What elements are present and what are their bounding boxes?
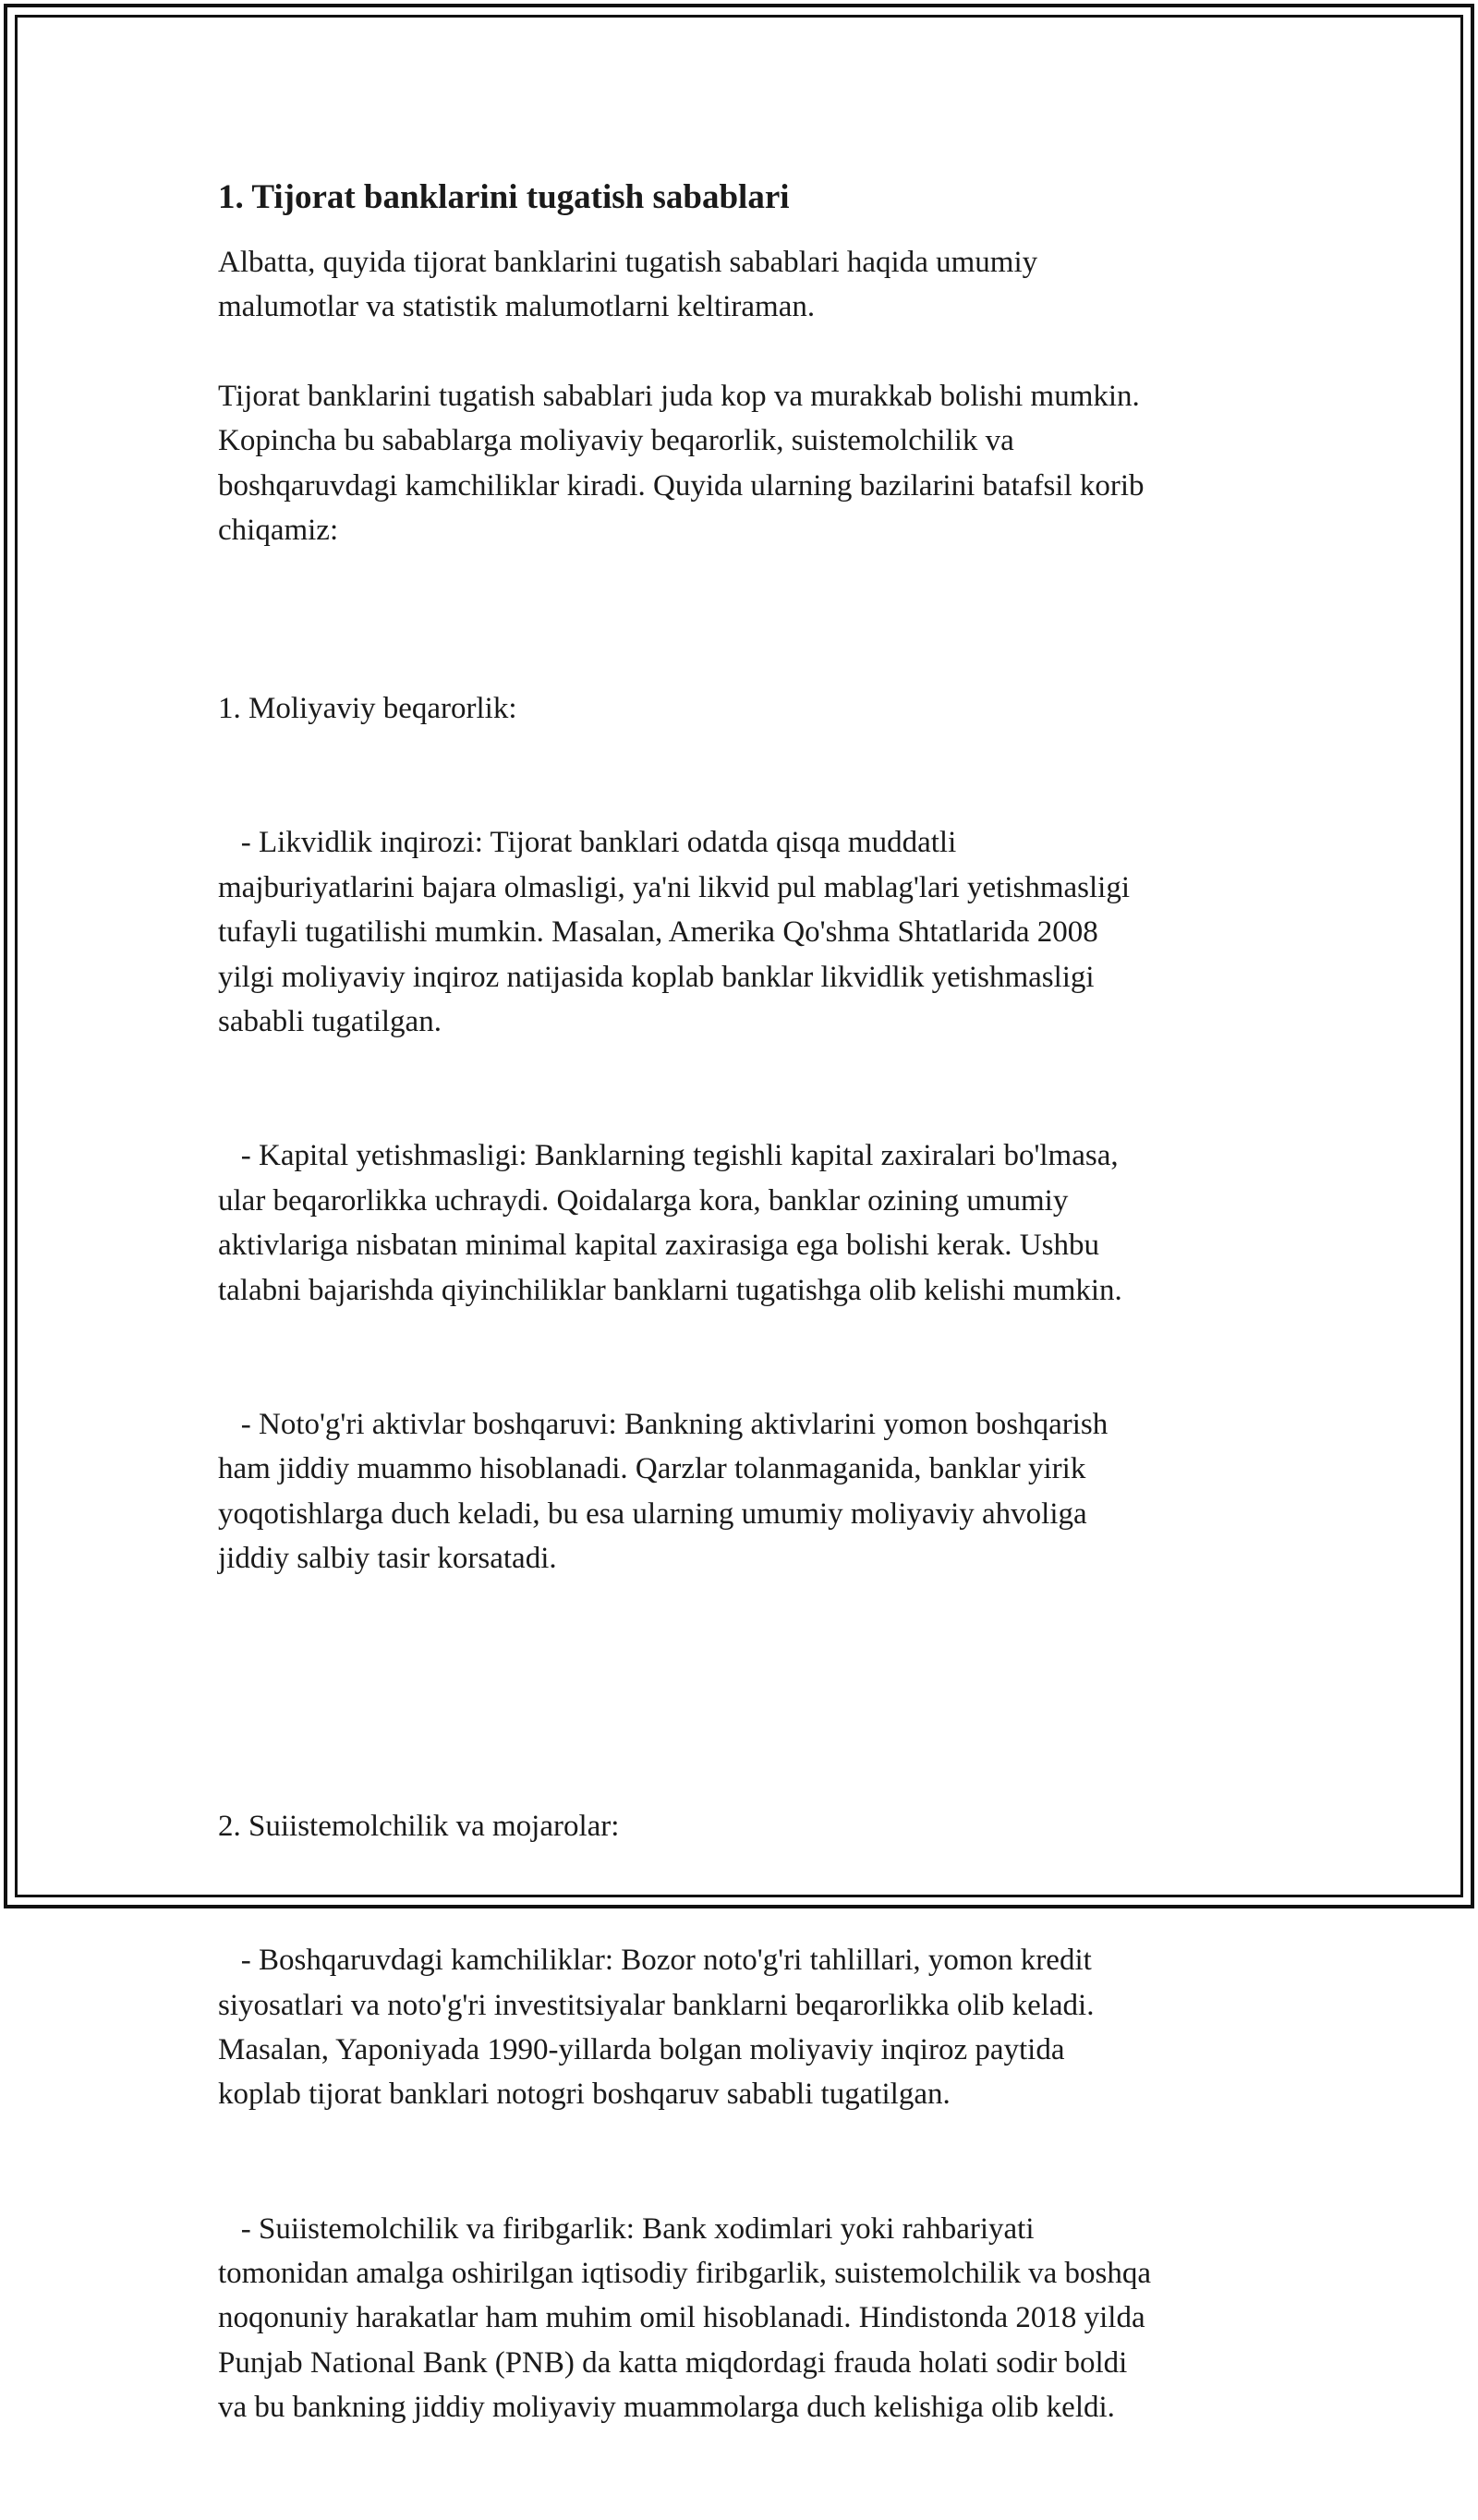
list-item-management-shortcomings: - Boshqaruvdagi kamchiliklar: Bozor noto'g'ri tahlillari, yomon kredit siyosatlari va noto'g'ri investitsiyalar banklarni beqarorlikka olib keladi. Masalan, Yaponiyada 1990-yillarda bolgan moliyaviy inqiroz paytida koplab tijorat banklari notogri boshqaruv sababli tugatilgan.: [218, 1944, 1095, 2112]
list-item-capital-shortage: - Kapital yetishmasligi: Banklarning tegishli kapital zaxiralari bo'lmasa, ular beqarorlikka uchraydi. Qoidalarga kora, banklar ozining umumiy aktivlariga nisbatan minimal kapital zaxirasiga ega bolishi kerak. Ushbu talabni bajarishda qiyinchiliklar banklarni tugatishga olib kelishi mumkin.: [218, 1139, 1122, 1307]
list-item-asset-management: - Noto'g'ri aktivlar boshqaruvi: Bankning aktivlarini yomon boshqarish ham jiddiy muammo hisoblanadi. Qarzlar tolanmaganida, banklar yirik yoqotishlarga duch keladi, bu esa ularning umumiy moliyaviy ahvoliga jiddiy salbiy tasir korsatadi.: [218, 1407, 1108, 1575]
section-heading: 1. Moliyaviy beqarorlik:: [218, 692, 517, 726]
section-heading: 2. Suiistemolchilik va mojarolar:: [218, 1810, 620, 1843]
list-item-liquidity-crisis: - Likvidlik inqirozi: Tijorat banklari odatda qisqa muddatli majburiyatlarini bajara olmasligi, ya'ni likvid pul mablag'lari yetishmasligi tufayli tugatilishi mumkin. Masalan, Amerika Qo'shma Shtatlarida 2008 yilgi moliyaviy inqiroz natijasida koplab banklar likvidlik yetishmasligi sababli tugatilgan.: [218, 826, 1131, 1039]
list-item-fraud: - Suiistemolchilik va firibgarlik: Bank xodimlari yoki rahbariyati tomonidan amalga oshirilgan iqtisodiy firibgarlik, suistemolchilik va boshqa noqonuniy harakatlar ham muhim omil hisoblanadi. Hindistonda 2018 yilda Punjab National Bank (PNB) da katta miqdordagi frauda holati sodir boldi va bu bankning jiddiy moliyaviy muammolarga duch kelishiga olib keldi.: [218, 2211, 1152, 2425]
intro-paragraph: Albatta, quyida tijorat banklarini tugatish sabablari haqida umumiy malumotlar va statistik malumotlarni keltiraman.: [218, 246, 1038, 324]
overview-paragraph: Tijorat banklarini tugatish sabablari juda kop va murakkab bolishi mumkin. Kopincha bu sabablarga moliyaviy beqarorlik, suistemolchilik va boshqaruvdagi kamchiliklar kiradi. Quyida ularning bazilarini batafsil korib chiqamiz:: [218, 379, 1145, 548]
section-financial-instability: [218, 597, 1290, 1670]
document-title: 1. Tijorat banklarini tugatish sabablari: [218, 178, 790, 216]
document-body: [218, 174, 1290, 2520]
section-abuse-and-scandals: [218, 1714, 1290, 2519]
